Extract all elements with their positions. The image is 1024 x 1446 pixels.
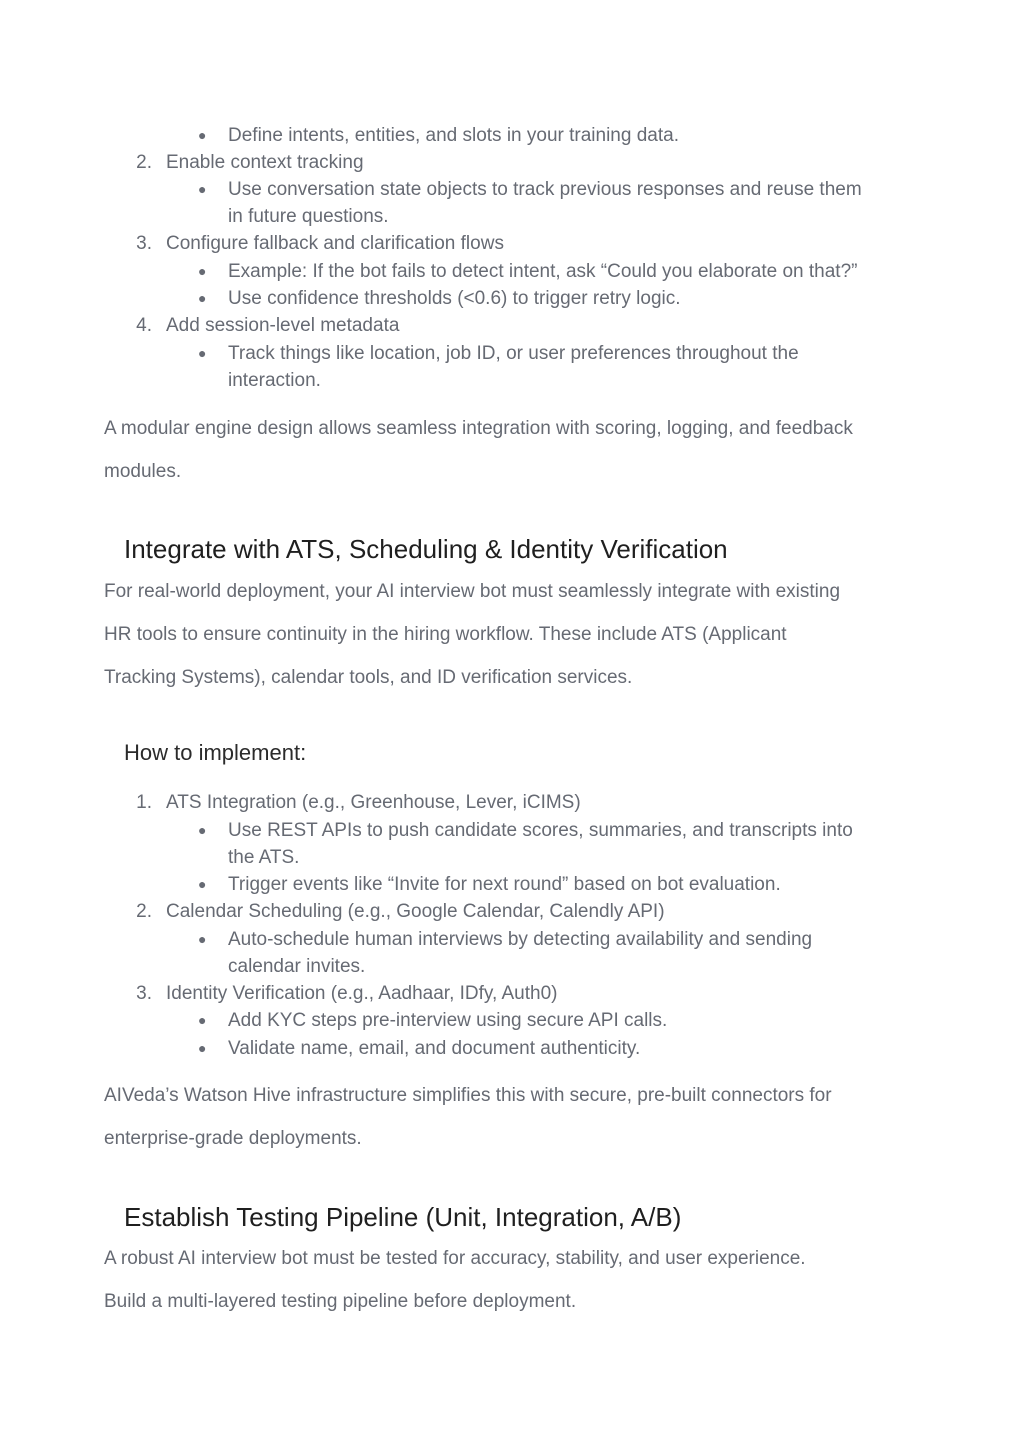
bullet-icon: ● [198,127,207,143]
bullet-icon: ● [198,181,207,197]
list-bullet-text: interaction. [228,370,321,391]
paragraph-line: A robust AI interview bot must be tested for accuracy, stability, and user experience. [104,1248,806,1269]
list-number: 3. [136,983,152,1004]
paragraph-line: For real-world deployment, your AI interview bot must seamlessly integrate with existing [104,581,841,602]
list-number: 3. [136,233,152,254]
list-item-text: Enable context tracking [166,152,364,173]
paragraph-line: Build a multi-layered testing pipeline before deployment. [104,1291,577,1312]
list-item-text: Configure fallback and clarification flows [166,233,504,254]
list-item-text: Add session-level metadata [166,315,400,336]
list-item-text: Calendar Scheduling (e.g., Google Calendar, Calendly API) [166,901,665,922]
list-bullet-text: Trigger events like “Invite for next round” based on bot evaluation. [228,874,781,895]
bullet-icon: ● [198,931,207,947]
bullet-icon: ● [198,876,207,892]
bullet-icon: ● [198,1012,207,1028]
list-number: 4. [136,315,152,336]
bullet-icon: ● [198,822,207,838]
paragraph-line: HR tools to ensure continuity in the hiring workflow. These include ATS (Applicant [104,624,787,645]
list-bullet-text: Use REST APIs to push candidate scores, summaries, and transcripts into [228,820,853,841]
list-bullet-text: Add KYC steps pre-interview using secure API calls. [228,1010,668,1031]
section-heading: Establish Testing Pipeline (Unit, Integration, A/B) [124,1202,682,1232]
list-bullet-text: Validate name, email, and document authenticity. [228,1038,641,1059]
list-number: 2. [136,901,152,922]
list-bullet-text: Track things like location, job ID, or user preferences throughout the [228,343,799,364]
paragraph-line: Tracking Systems), calendar tools, and ID verification services. [104,667,633,688]
list-bullet-text: Use confidence thresholds (<0.6) to trigger retry logic. [228,288,681,309]
list-bullet-text: Example: If the bot fails to detect intent, ask “Could you elaborate on that?” [228,261,858,282]
bullet-icon: ● [198,1040,207,1056]
paragraph-line: AIVeda’s Watson Hive infrastructure simplifies this with secure, pre-built connectors for [104,1085,832,1106]
paragraph-line: enterprise-grade deployments. [104,1128,362,1149]
section-heading: Integrate with ATS, Scheduling & Identity Verification [124,534,728,564]
list-number: 1. [136,792,152,813]
list-item-text: ATS Integration (e.g., Greenhouse, Lever, iCIMS) [166,792,581,813]
bullet-icon: ● [198,345,207,361]
subheading: How to implement: [124,740,307,765]
list-bullet-text: calendar invites. [228,956,366,977]
paragraph-line: A modular engine design allows seamless integration with scoring, logging, and feedback [104,418,853,439]
list-item-text: Identity Verification (e.g., Aadhaar, IDfy, Auth0) [166,983,558,1004]
list-bullet-text: Define intents, entities, and slots in your training data. [228,125,679,146]
paragraph-line: modules. [104,461,182,482]
bullet-icon: ● [198,263,207,279]
bullet-icon: ● [198,290,207,306]
list-number: 2. [136,152,152,173]
list-bullet-text: Use conversation state objects to track previous responses and reuse them [228,179,862,200]
list-bullet-text: Auto-schedule human interviews by detecting availability and sending [228,929,813,950]
list-bullet-text: the ATS. [228,847,300,868]
list-bullet-text: in future questions. [228,206,389,227]
